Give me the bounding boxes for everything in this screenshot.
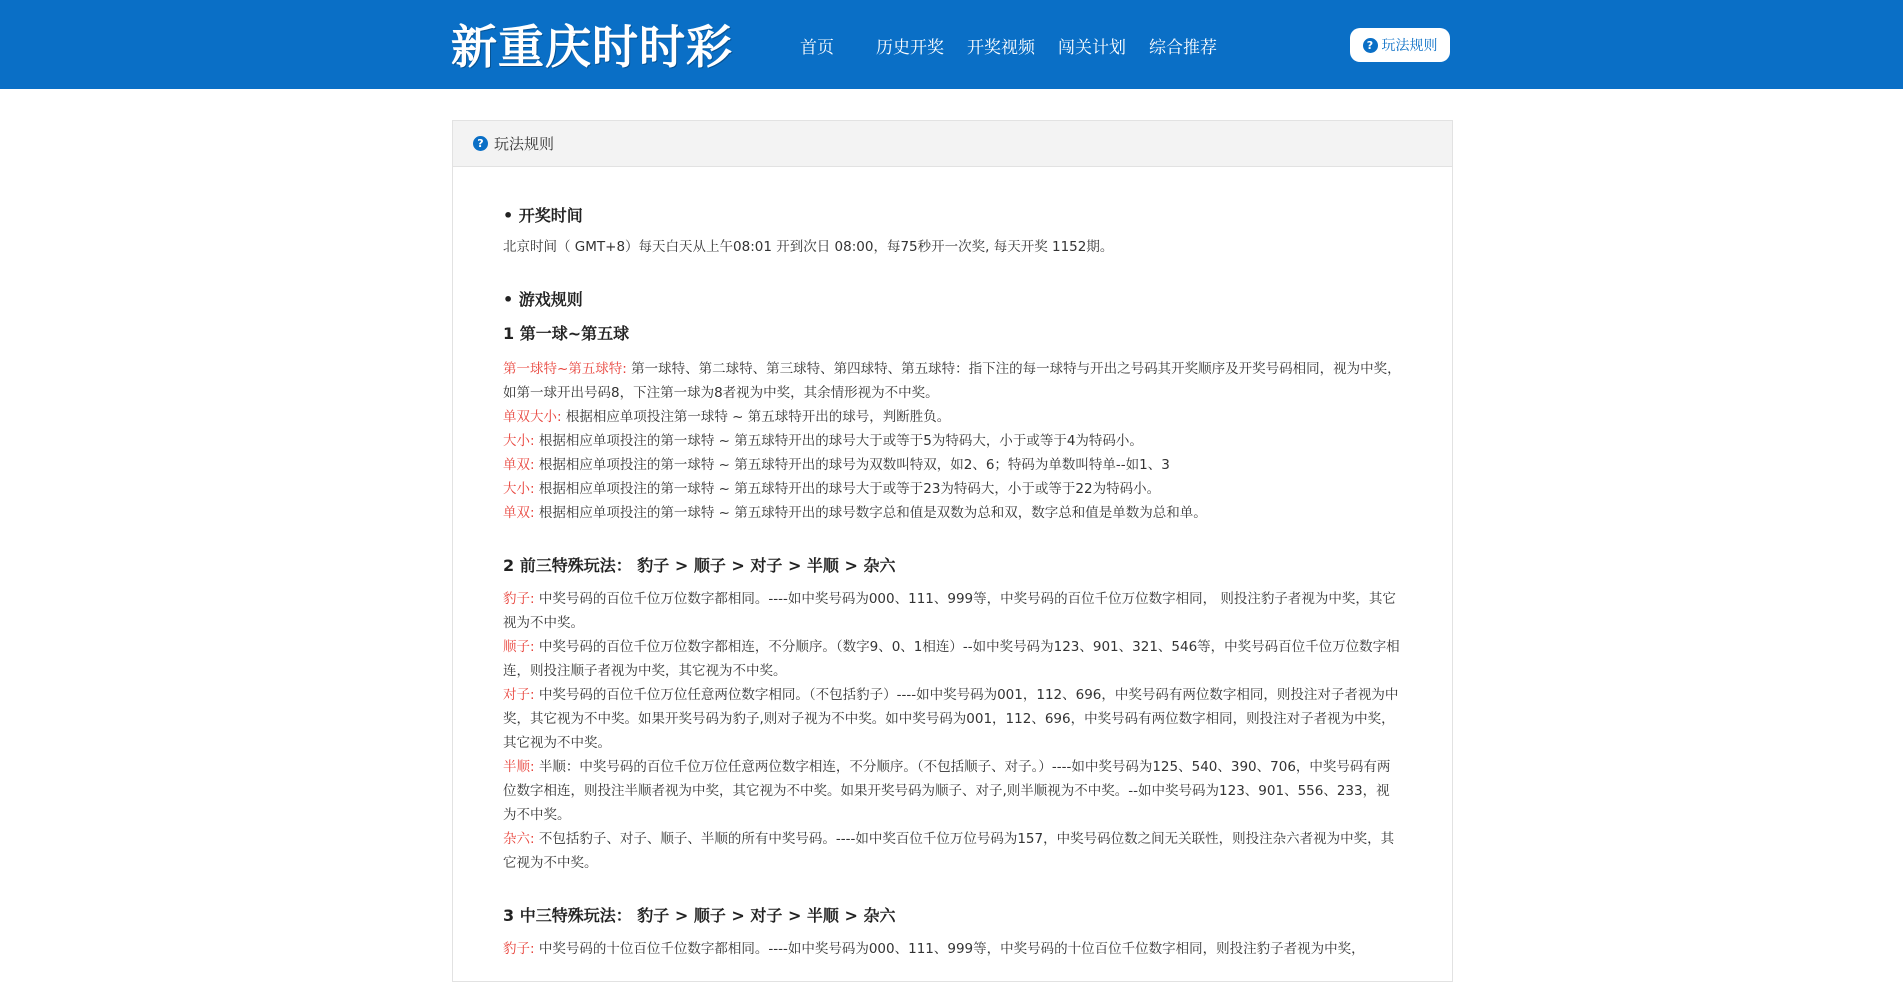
site-logo[interactable]: 新重庆时时彩 xyxy=(451,20,733,74)
panel-header xyxy=(453,121,1452,167)
rule-row xyxy=(503,937,1402,961)
rule-tag: 大小: xyxy=(503,433,535,449)
rule-tag: 单双大小: xyxy=(503,409,562,425)
rule-text: 根据相应单项投注的第一球特 ~ 第五球特开出的球号数字总和值是双数为总和双，数字总和值是单数为总和单。 xyxy=(534,505,1207,521)
help-icon: ? xyxy=(1363,38,1378,53)
rule-tag: 豹子: xyxy=(503,591,535,607)
rule-text: 中奖号码的百位千位万位任意两位数字相同。（不包括豹子）----如中奖号码为001，112、696，中奖号码有两位数字相同，则投注对子者视为中奖，其它视为不中奖。如果开奖号码为豹子,则对子视为不中奖。如中奖号码为001，112、696，中奖号码有两位数字相同，则投注对子者视为中奖，其它视为不中奖。 xyxy=(503,687,1399,751)
rule-row xyxy=(503,827,1402,875)
draw-time-heading: • 开奖时间 xyxy=(503,206,583,225)
rule-text: 根据相应单项投注的第一球特 ~ 第五球特开出的球号大于或等于5为特码大，小于或等于4为特码小。 xyxy=(534,433,1143,449)
section2-title: 2 前三特殊玩法： 豹子 > 顺子 > 对子 > 半顺 > 杂六 xyxy=(503,556,896,575)
rule-text: 根据相应单项投注第一球特 ~ 第五球特开出的球号，判断胜负。 xyxy=(561,409,951,425)
section3-title: 3 中三特殊玩法： 豹子 > 顺子 > 对子 > 半顺 > 杂六 xyxy=(503,906,896,925)
rules-button[interactable] xyxy=(1350,28,1450,62)
rule-row xyxy=(503,587,1402,635)
rule-text: 中奖号码的百位千位万位数字都相同。----如中奖号码为000、111、999等，中奖号码的百位千位万位数字相同， 则投注豹子者视为中奖，其它视为不中奖。 xyxy=(503,591,1396,631)
draw-time-text: 北京时间（ GMT+8）每天白天从上午08:01 开到次日 08:00，每75秒开一次奖, 每天开奖 1152期。 xyxy=(503,239,1114,255)
nav-item-video[interactable]: 开奖视频 xyxy=(967,38,1035,58)
panel-title: 玩法规则 xyxy=(494,135,555,153)
rule-tag: 杂六: xyxy=(503,831,535,847)
rules-content xyxy=(453,167,1452,961)
section1-title: 1 第一球~第五球 xyxy=(503,324,630,343)
rule-row xyxy=(503,477,1402,501)
rule-tag: 大小: xyxy=(503,481,535,497)
rule-tag: 豹子: xyxy=(503,941,535,957)
section3-rows xyxy=(503,937,1402,961)
rule-text: 根据相应单项投注的第一球特 ~ 第五球特开出的球号大于或等于23为特码大，小于或等于22为特码小。 xyxy=(534,481,1161,497)
nav-item-home[interactable]: 首页 xyxy=(800,38,834,58)
rule-tag: 第一球特~第五球特: xyxy=(503,361,627,377)
rules-button-label: 玩法规则 xyxy=(1381,38,1438,54)
rule-text: 第一球特、第二球特、第三球特、第四球特、第五球特：指下注的每一球特与开出之号码其开奖顺序及开奖号码相同，视为中奖，如第一球开出号码8，下注第一球为8者视为中奖，其余情形视为不中奖。 xyxy=(503,361,1401,401)
rule-row xyxy=(503,635,1402,683)
rule-row xyxy=(503,429,1402,453)
section1-rows xyxy=(503,357,1402,525)
rule-text: 半顺：中奖号码的百位千位万位任意两位数字相连，不分顺序。（不包括顺子、对子。）----如中奖号码为125、540、390、706，中奖号码有两位数字相连，则投注半顺者视为中奖，其它视为不中奖。如果开奖号码为顺子、对子,则半顺视为不中奖。--如中奖号码为123、901、556、233，视为不中奖。 xyxy=(503,759,1391,823)
rule-text: 中奖号码的十位百位千位数字都相同。----如中奖号码为000、111、999等，中奖号码的十位百位千位数字相同，则投注豹子者视为中奖， xyxy=(534,941,1365,957)
rule-tag: 对子: xyxy=(503,687,535,703)
rule-row xyxy=(503,501,1402,525)
rule-row xyxy=(503,453,1402,477)
rule-row xyxy=(503,405,1402,429)
rule-row xyxy=(503,357,1402,405)
rule-tag: 单双: xyxy=(503,457,535,473)
nav-item-history[interactable]: 历史开奖 xyxy=(876,38,944,58)
rules-panel xyxy=(452,120,1453,982)
rule-tag: 顺子: xyxy=(503,639,535,655)
top-header-bar xyxy=(0,0,1903,89)
nav-item-plan[interactable]: 闯关计划 xyxy=(1058,38,1126,58)
section2-rows xyxy=(503,587,1402,875)
rule-tag: 半顺: xyxy=(503,759,535,775)
nav-item-recommend[interactable]: 综合推荐 xyxy=(1149,38,1217,58)
game-rules-heading: • 游戏规则 xyxy=(503,290,583,309)
rule-row xyxy=(503,755,1402,827)
help-icon: ? xyxy=(473,136,488,151)
rule-text: 根据相应单项投注的第一球特 ~ 第五球特开出的球号为双数叫特双，如2、6；特码为单数叫特单--如1、3 xyxy=(534,457,1170,473)
rule-text: 不包括豹子、对子、顺子、半顺的所有中奖号码。----如中奖百位千位万位号码为157，中奖号码位数之间无关联性，则投注杂六者视为中奖，其它视为不中奖。 xyxy=(503,831,1395,871)
rule-row xyxy=(503,683,1402,755)
rule-text: 中奖号码的百位千位万位数字都相连，不分顺序。（数字9、0、1相连）--如中奖号码为123、901、321、546等，中奖号码百位千位万位数字相连，则投注顺子者视为中奖，其它视为不中奖。 xyxy=(503,639,1400,679)
rule-tag: 单双: xyxy=(503,505,535,521)
